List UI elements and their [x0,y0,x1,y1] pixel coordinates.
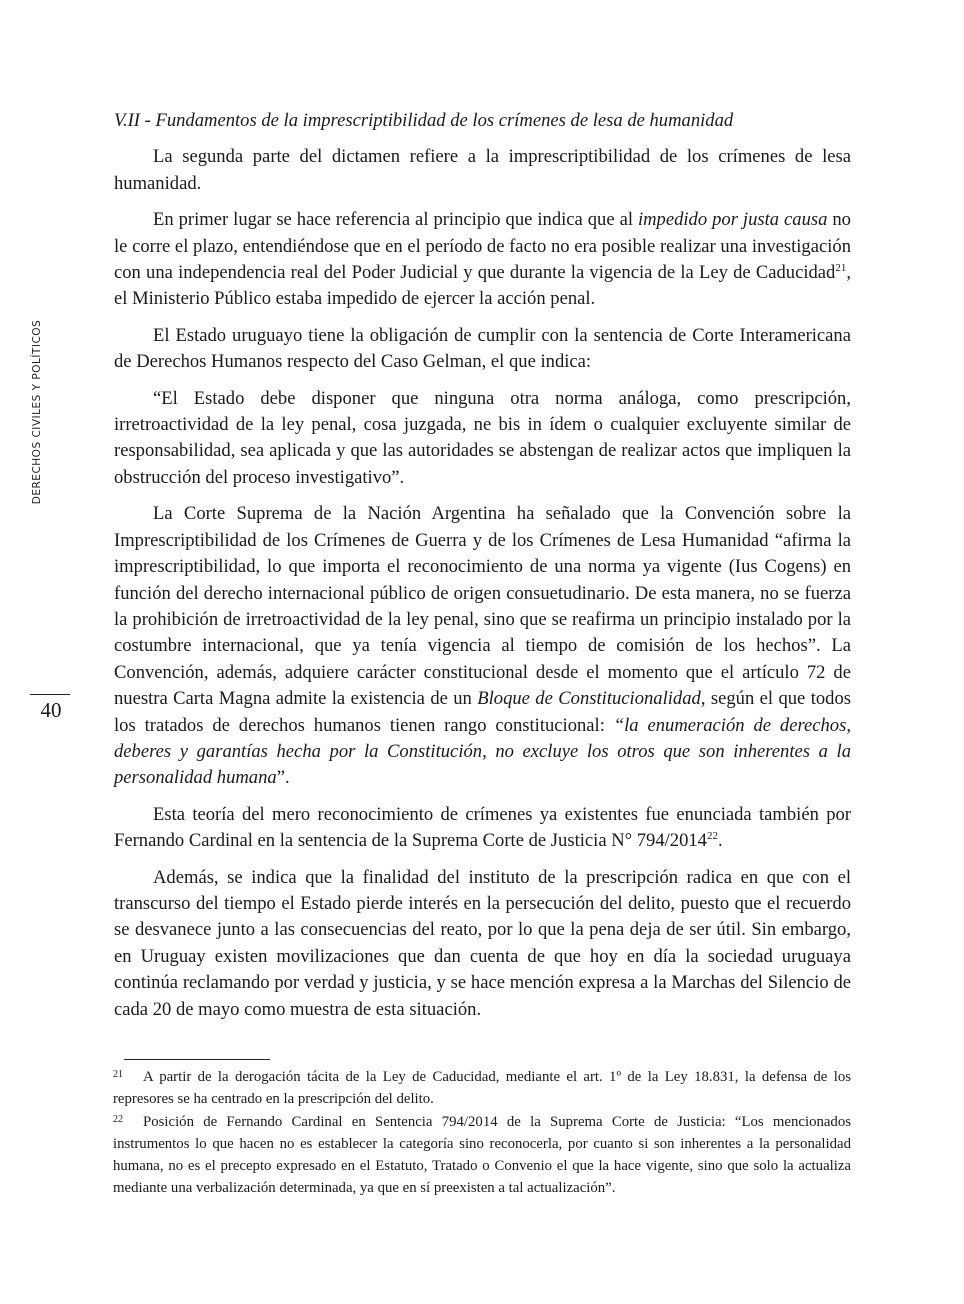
footnote-21 [113,1066,851,1110]
paragraph-3: El Estado uruguayo tiene la obligación de cumplir con la sentencia de Corte Interamericana de Derechos Humanos respecto del Caso Gelman, el que indica: [114,324,851,373]
footnote-text: Posición de Fernando Cardinal en Sentencia 794/2014 de la Suprema Corte de Justicia: “Los mencionados instrumentos lo que hacen no es establecer la categoría sino reconocerla, por cuanto si son inherentes a la personalidad humana, no es el precepto expresado en el Estatuto, Tratado o Convenio el que la hace vigente, sino que solo la actualiza mediante una verbalización determinada, ya que en sí preexisten a tal actualización”. [113,1114,851,1196]
paragraph-6-text-b: . [717,830,723,852]
page-number-rule [30,694,70,695]
paragraph-2-italic: impedido por justa causa [637,209,828,231]
footnote-separator [124,1059,270,1060]
paragraph-5-text-a: La Corte Suprema de la Nación Argentina ha señalado que la Convención sobre la Imprescriptibilidad de los Crímenes de Guerra y de los Crímenes de Lesa Humanidad “afirma la imprescriptibilidad, lo que importa el reconocimiento de una norma ya vigente (Ius Cogens) en función del derecho internacional público de origen consuetudinario. De esta manera, no se fuerza la prohibición de irretroactividad de la ley penal, sino que se reafirma un principio instalado por la costumbre internacional, que ya tenía vigencia al tiempo de comisión de los hechos”. La Convención, además, adquiere carácter constitucional desde el momento que el artículo 72 de nuestra Carta Magna admite la existencia de un [114,503,851,710]
running-title [26,312,48,512]
paragraph-5 [114,501,851,791]
paragraph-2-text-d: , el Ministerio Público estaba impedido de ejercer la acción penal. [114,262,851,310]
footnotes [113,1066,851,1200]
footnote-number: 21 [113,1069,123,1080]
paragraph-6-text-a: Esta teoría del mero reconocimiento de crímenes ya existentes fue enunciada también por Fernando Cardinal en la sentencia de la Suprema Corte de Justicia N° 794/2014 [114,803,851,852]
paragraph-2-text-c: no le corre el plazo, entendiéndose que en el período de facto no era posible realizar una investigación con una independencia real del Poder Judicial y que durante la vigencia de la Ley de Caducidad [114,209,851,284]
paragraph-2-text-a: En primer lugar se hace referencia al principio que indica que al [153,209,638,231]
paragraph-5-text-c: , según el que todos los tratados de derechos humanos tienen rango constitucional: [114,688,851,736]
quote-paragraph: “El Estado debe disponer que ninguna otra norma análoga, como prescripción, irretroactividad de la ley penal, cosa juzgada, ne bis in ídem o cualquier excluyente similar de responsabilidad, sea aplicada y que las autoridades se abstengan de realizar actos que impliquen la obstrucción del proceso investigativo”. [114,387,851,488]
running-title-text: DERECHOS CIVILES Y POLÍTICOS [31,319,43,505]
main-content [114,108,851,1033]
paragraph-6 [114,802,851,855]
footnote-ref-21[interactable]: 21 [835,261,847,274]
paragraph-5-text-e: ”. [276,767,290,789]
footnote-number: 22 [113,1114,123,1125]
footnote-ref-22[interactable]: 22 [706,829,718,842]
page-number: 40 [40,698,62,722]
footnote-text: A partir de la derogación tácita de la Ley de Caducidad, mediante el art. 1º de la Ley 18.831, la defensa de los represores se ha centrado en la prescripción del delito. [113,1069,851,1107]
section-heading: V.II - Fundamentos de la imprescriptibilidad de los crímenes de lesa de humanidad [114,110,734,131]
footnote-22 [113,1111,851,1199]
paragraph-2 [114,207,851,313]
paragraph-5-italic-quote: “la enumeración de derechos, deberes y garantías hecha por la Constitución, no excluye los otros que son inherentes a la personalidad humana [114,714,851,789]
paragraph-5-italic-term: Bloque de Constitucionalidad [477,688,701,710]
paragraph-1: La segunda parte del dictamen refiere a la imprescriptibilidad de los crímenes de lesa humanidad. [114,146,851,194]
paragraph-7: Además, se indica que la finalidad del instituto de la prescripción radica en que con el transcurso del tiempo el Estado pierde interés en la persecución del delito, puesto que el recuerdo se desvanece junto a las consecuencias del reato, por lo que la pena deja de ser útil. Sin embargo, en Uruguay existen movilizaciones que dan cuenta de que hoy en día la sociedad uruguaya continúa reclamando por verdad y justicia, y se hace mención expresa a la Marchas del Silencio de cada 20 de mayo como muestra de esta situación. [114,866,851,1020]
